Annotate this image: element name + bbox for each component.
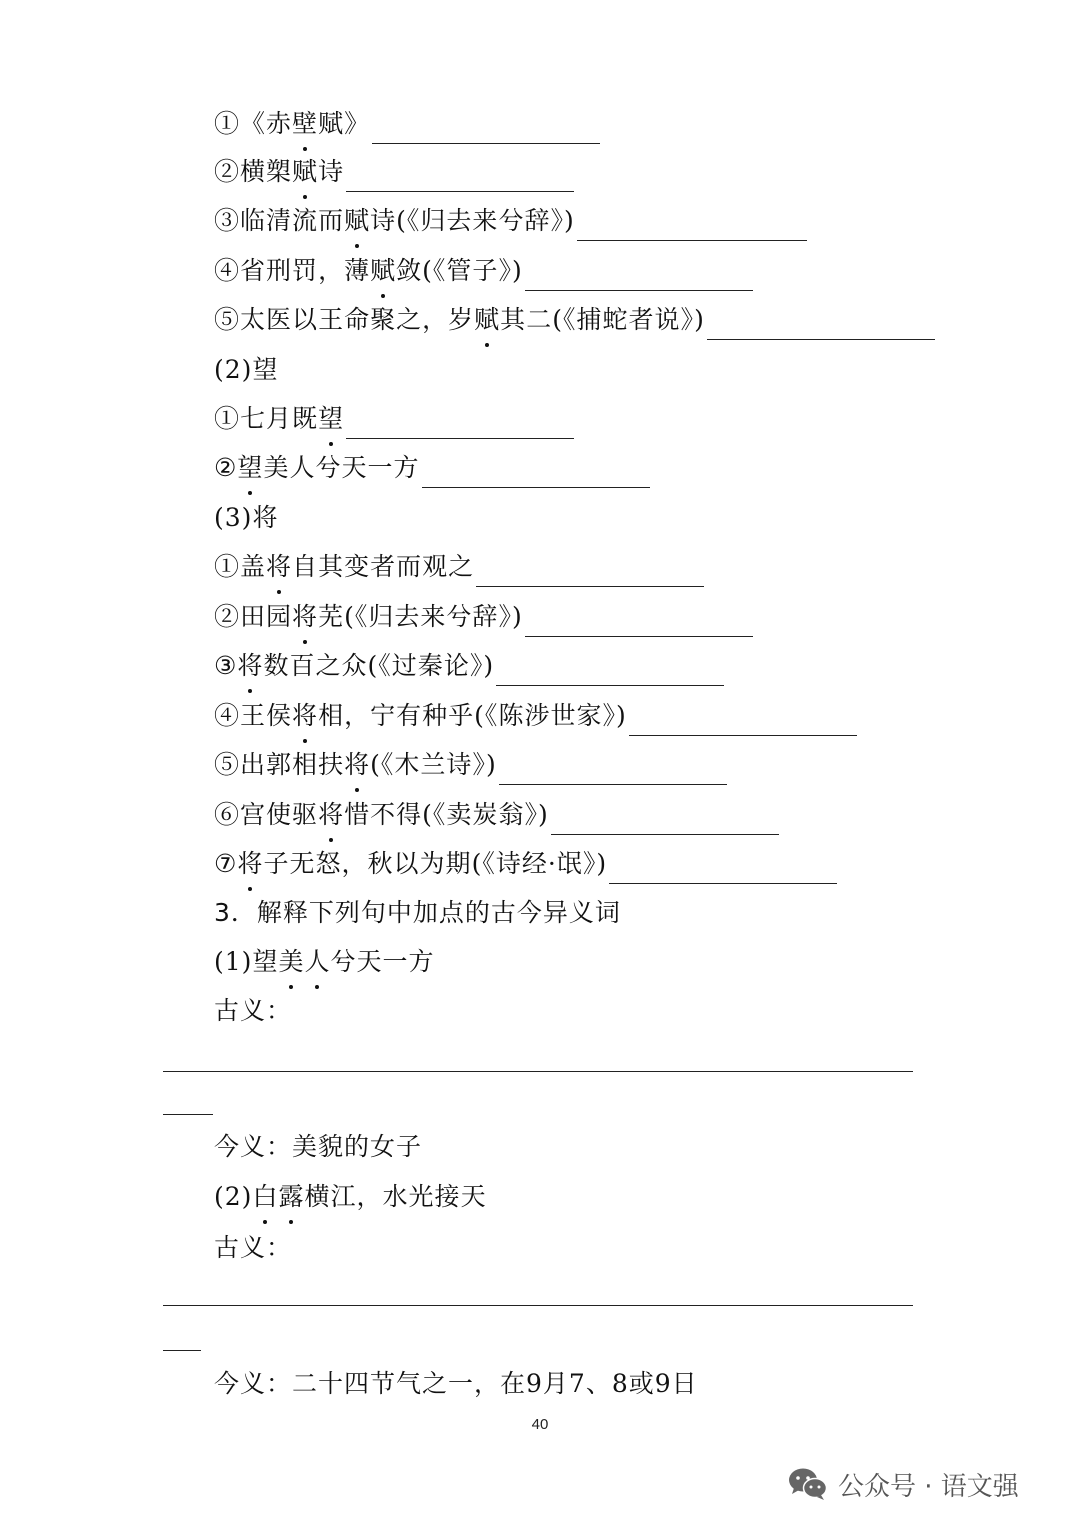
emphasis-dot-char: 赋 xyxy=(370,251,396,291)
exercise-item-text: ③临清流而赋诗(《归去来兮辞》) xyxy=(214,201,575,241)
answer-blank xyxy=(346,163,574,192)
answer-blank xyxy=(499,756,727,785)
answer-line-continuation xyxy=(163,1114,213,1115)
exercise-item-text: ②望美人兮天一方 xyxy=(214,448,420,488)
answer-blank xyxy=(629,707,857,736)
answer-blank xyxy=(525,262,753,291)
answer-blank xyxy=(422,459,650,488)
answer-blank xyxy=(707,311,935,340)
question-1-sentence xyxy=(214,942,435,982)
exercise-item-text: ②横槊赋诗 xyxy=(214,152,344,192)
footer-watermark xyxy=(788,1462,1019,1506)
answer-line xyxy=(163,1305,913,1306)
emphasis-dot-char: 白 xyxy=(252,1177,278,1217)
exercise-item-text: ④王侯将相，宁有种乎(《陈涉世家》) xyxy=(214,696,627,736)
emphasis-dot-char: 美 xyxy=(278,942,304,982)
answer-blank xyxy=(346,410,574,439)
footer-label: 公众号 · 语文强 xyxy=(838,1471,1019,1502)
exercise-item-text: ⑤出郭相扶将(《木兰诗》) xyxy=(214,745,497,785)
question-1-text: (1)望美人兮天一方 xyxy=(214,942,435,982)
exercise-item xyxy=(214,350,278,390)
emphasis-dot-char: 将 xyxy=(266,547,292,587)
exercise-item-text: ①《赤壁赋》 xyxy=(214,104,370,144)
exercise-item-text: ⑥宫使驱将惜不得(《卖炭翁》) xyxy=(214,795,549,835)
emphasis-dot-char: 赋 xyxy=(344,201,370,241)
exercise-item xyxy=(214,251,753,291)
answer-blank xyxy=(496,657,724,686)
modern-meaning-text: 今义：美貌的女子 xyxy=(214,1132,423,1161)
exercise-item xyxy=(214,795,779,835)
exercise-item-text: ⑦将子无怒，秋以为期(《诗经·氓》) xyxy=(214,844,607,884)
exercise-item xyxy=(214,104,600,144)
answer-line xyxy=(163,1071,913,1072)
exercise-item-text: (3)将 xyxy=(214,503,279,532)
emphasis-dot-char: 望 xyxy=(318,399,344,439)
exercise-item xyxy=(214,498,278,538)
emphasis-dot-char: 壁 xyxy=(292,104,318,144)
exercise-item-text: ⑤太医以王命聚之，岁赋其二(《捕蛇者说》) xyxy=(214,300,705,340)
emphasis-dot-char: 赋 xyxy=(292,152,318,192)
exercise-item xyxy=(214,201,807,241)
exercise-item xyxy=(214,745,727,785)
emphasis-dot-char: 将 xyxy=(237,844,263,884)
exercise-item xyxy=(214,597,753,637)
question-2-sentence xyxy=(214,1177,487,1217)
wechat-icon xyxy=(788,1467,828,1501)
question-2-ancient-meaning xyxy=(214,1228,292,1268)
modern-meaning-text: 今义：二十四节气之一，在9月7、8或9日 xyxy=(214,1369,698,1398)
emphasis-dot-char: 赋 xyxy=(474,300,500,340)
emphasis-dot-char: 望 xyxy=(237,448,263,488)
page-number: 40 xyxy=(531,1416,549,1433)
exercise-item xyxy=(214,696,857,736)
answer-blank xyxy=(372,115,600,144)
question-1-modern-meaning xyxy=(214,1127,422,1167)
exercise-item xyxy=(214,844,837,884)
emphasis-dot-char: 将 xyxy=(318,795,344,835)
answer-blank xyxy=(577,212,807,241)
answer-line-continuation xyxy=(163,1350,201,1351)
exercise-item-text: ①七月既望 xyxy=(214,399,344,439)
exercise-item xyxy=(214,399,574,439)
answer-blank xyxy=(476,558,704,587)
exercise-item-text: ④省刑罚，薄赋敛(《管子》) xyxy=(214,251,523,291)
heading-text: 3．解释下列句中加点的古今异义词 xyxy=(214,898,621,927)
emphasis-dot-char: 将 xyxy=(292,696,318,736)
exercise-item xyxy=(214,300,935,340)
question-1-ancient-meaning xyxy=(214,991,292,1031)
answer-blank xyxy=(525,608,753,637)
exercise-item-text: ③将数百之众(《过秦论》) xyxy=(214,646,494,686)
answer-blank xyxy=(551,806,779,835)
emphasis-dot-char: 人 xyxy=(304,942,330,982)
ancient-meaning-label: 古义： xyxy=(214,996,293,1025)
question-2-modern-meaning xyxy=(214,1364,698,1404)
exercise-item xyxy=(214,646,724,686)
exercise-item xyxy=(214,547,704,587)
exercise-item-text: ①盖将自其变者而观之 xyxy=(214,547,474,587)
ancient-meaning-label: 古义： xyxy=(214,1233,293,1262)
answer-blank xyxy=(609,855,837,884)
exercise-item-text: (2)望 xyxy=(214,355,279,384)
emphasis-dot-char: 将 xyxy=(292,597,318,637)
exercise-item xyxy=(214,152,574,192)
section-3-heading xyxy=(214,893,621,933)
emphasis-dot-char: 将 xyxy=(344,745,370,785)
exercise-item xyxy=(214,448,650,488)
emphasis-dot-char: 露 xyxy=(278,1177,304,1217)
question-2-text: (2)白露横江，水光接天 xyxy=(214,1177,487,1217)
emphasis-dot-char: 将 xyxy=(237,646,263,686)
exercise-item-text: ②田园将芜(《归去来兮辞》) xyxy=(214,597,523,637)
